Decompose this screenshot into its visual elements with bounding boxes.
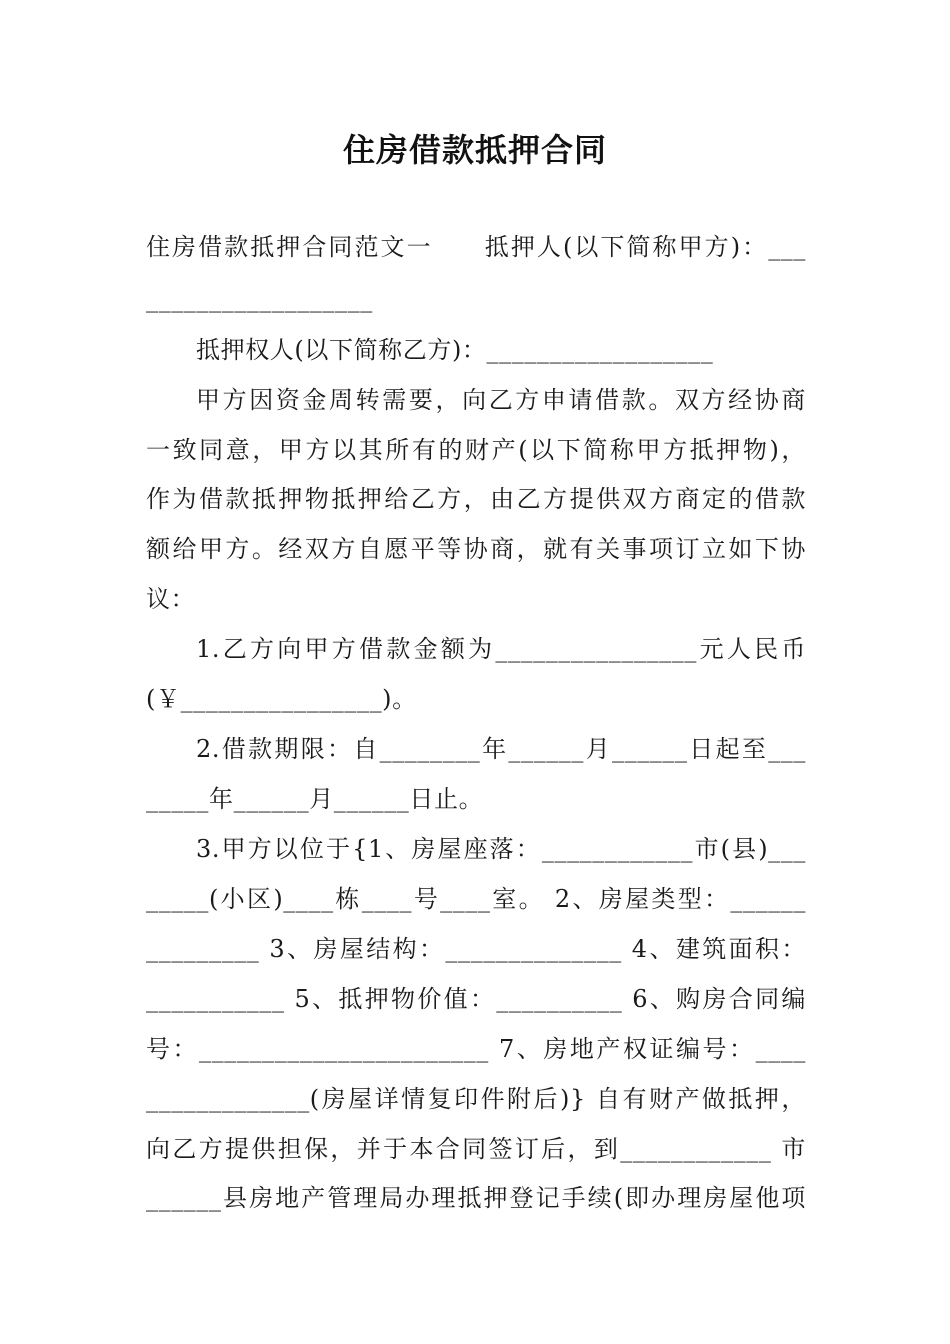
text-line-12: _____年______月______日止。 [146, 785, 484, 813]
text-line-6: 作为借款抵押物抵押给乙方，由乙方提供双方商定的借款 [146, 485, 806, 513]
text-line-3: 抵押权人(以下简称乙方)：__________________ [196, 336, 714, 364]
text-line-19: 向乙方提供担保，并于本合同签订后，到____________ 市 [146, 1135, 806, 1163]
text-line-8: 议： [146, 585, 196, 613]
text-line-16: ___________ 5、抵押物价值：__________ 6、购房合同编 [146, 985, 806, 1013]
text-line-17: 号：_______________________ 7、房地产权证编号：____ [146, 1035, 806, 1063]
text-line-18: _____________(房屋详情复印件附后)} 自有财产做抵押， [146, 1085, 806, 1113]
text-line-10: (￥________________)。 [146, 685, 417, 713]
text-line-15: _________ 3、房屋结构：______________ 4、建筑面积： [146, 935, 806, 963]
text-line-11: 2.借款期限：自________年______月______日起至___ [196, 735, 806, 763]
text-line-9: 1.乙方向甲方借款金额为________________元人民币 [196, 635, 806, 663]
text-line-2: __________________ [146, 285, 373, 313]
document-title: 住房借款抵押合同 [342, 131, 607, 169]
text-line-1: 住房借款抵押合同范文一 抵押人(以下简称甲方)：___ [146, 233, 806, 261]
text-line-14: _____(小区)____栋____号____室。 2、房屋类型：______ [146, 885, 806, 913]
text-line-7: 额给甲方。经双方自愿平等协商，就有关事项订立如下协 [146, 535, 806, 563]
text-line-13: 3.甲方以位于{1、房屋座落：____________市(县)___ [196, 835, 806, 863]
text-line-4: 甲方因资金周转需要，向乙方申请借款。双方经协商 [196, 386, 806, 414]
text-line-5: 一致同意，甲方以其所有的财产(以下简称甲方抵押物)， [146, 436, 806, 464]
text-line-20: ______县房地产管理局办理抵押登记手续(即办理房屋他项 [146, 1184, 806, 1212]
